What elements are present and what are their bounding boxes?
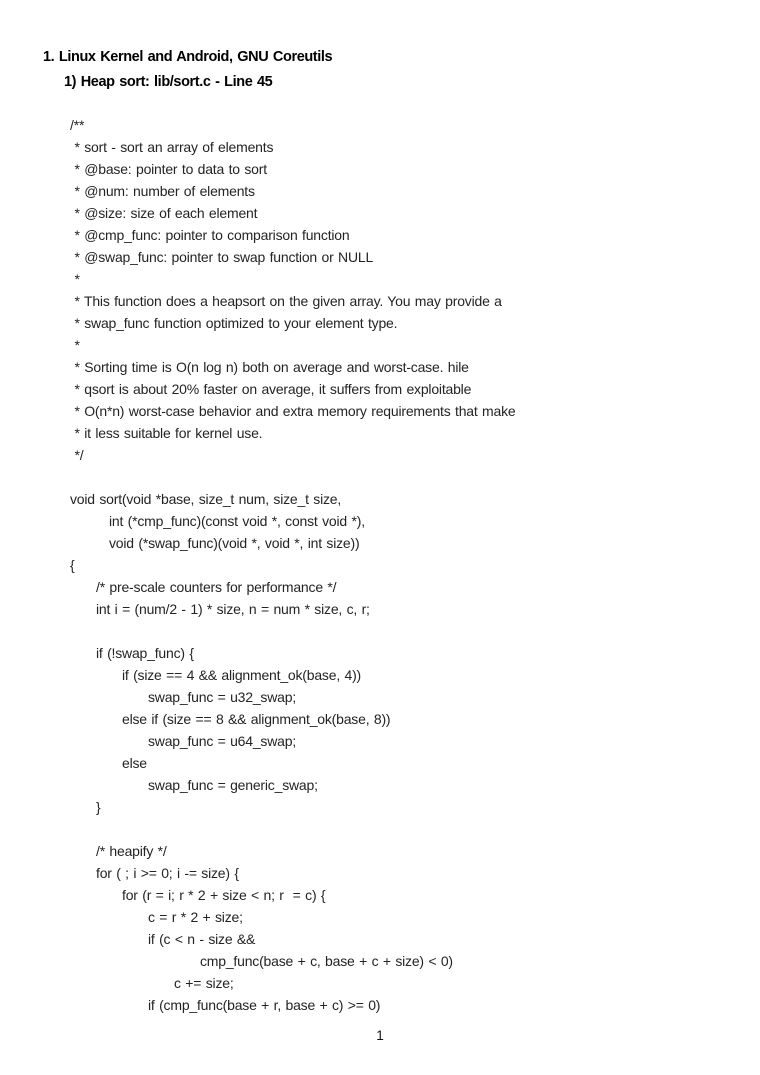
code-line: /* pre-scale counters for performance */ xyxy=(96,579,337,595)
code-line: void (*swap_func)(void *, void *, int size)) xyxy=(109,535,360,551)
code-line: if (c < n - size && xyxy=(148,931,256,947)
code-line: swap_func = generic_swap; xyxy=(148,777,318,793)
code-line: swap_func = u64_swap; xyxy=(148,733,297,749)
code-line: * @swap_func: pointer to swap function or NULL xyxy=(70,249,374,265)
code-line: c += size; xyxy=(174,975,234,991)
section-heading: 1. Linux Kernel and Android, GNU Coreutils xyxy=(43,49,333,65)
code-line xyxy=(70,620,516,642)
code-line: void sort(void *base, size_t num, size_t size, xyxy=(70,491,342,507)
code-line: else xyxy=(122,755,147,771)
code-line: * Sorting time is O(n log n) both on average and worst-case. hile xyxy=(70,359,469,375)
code-line: */ xyxy=(70,447,84,463)
code-line: * xyxy=(70,337,80,353)
code-line: swap_func = u32_swap; xyxy=(148,689,297,705)
code-line: * sort - sort an array of elements xyxy=(70,139,274,155)
code-line: c = r * 2 + size; xyxy=(148,909,243,925)
code-line: * it less suitable for kernel use. xyxy=(70,425,263,441)
code-line: if (!swap_func) { xyxy=(96,645,194,661)
code-line: * @num: number of elements xyxy=(70,183,255,199)
code-line: } xyxy=(96,799,101,815)
code-line: * @base: pointer to data to sort xyxy=(70,161,267,177)
code-line: int i = (num/2 - 1) * size, n = num * size, c, r; xyxy=(96,601,370,617)
code-line: { xyxy=(70,557,75,573)
code-line: * swap_func function optimized to your element type. xyxy=(70,315,398,331)
code-block xyxy=(70,114,516,1016)
code-line: /** xyxy=(70,117,85,133)
code-line: int (*cmp_func)(const void *, const void *), xyxy=(109,513,365,529)
code-line: * @size: size of each element xyxy=(70,205,258,221)
code-line xyxy=(70,818,516,840)
code-line: if (size == 4 && alignment_ok(base, 4)) xyxy=(122,667,362,683)
code-line xyxy=(70,466,516,488)
code-line: * xyxy=(70,271,80,287)
code-line: * O(n*n) worst-case behavior and extra memory requirements that make xyxy=(70,403,516,419)
code-line: /* heapify */ xyxy=(96,843,167,859)
code-line: for ( ; i >= 0; i -= size) { xyxy=(96,865,239,881)
code-line: else if (size == 8 && alignment_ok(base, 8)) xyxy=(122,711,391,727)
code-line: for (r = i; r * 2 + size < n; r = c) { xyxy=(122,887,326,903)
code-line: * This function does a heapsort on the given array. You may provide a xyxy=(70,293,502,309)
code-line: * qsort is about 20% faster on average, it suffers from exploitable xyxy=(70,381,472,397)
subsection-heading: 1) Heap sort: lib/sort.c - Line 45 xyxy=(64,74,273,90)
code-line: cmp_func(base + c, base + c + size) < 0) xyxy=(200,953,453,969)
code-line: * @cmp_func: pointer to comparison function xyxy=(70,227,350,243)
code-line: if (cmp_func(base + r, base + c) >= 0) xyxy=(148,997,381,1013)
page-number: 1 xyxy=(376,1028,384,1043)
